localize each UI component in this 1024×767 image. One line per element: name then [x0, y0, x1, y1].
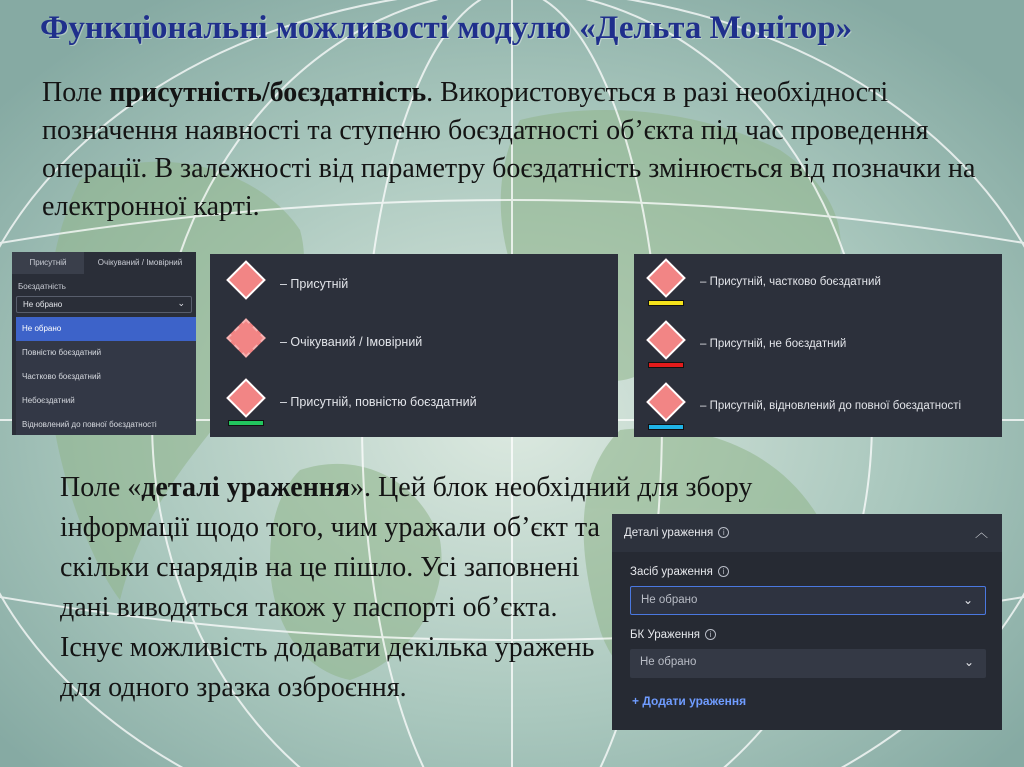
status-bar: [648, 424, 684, 430]
dashed-diamond-marker-icon: [224, 318, 268, 366]
legend-label: – Присутній, не боєздатний: [700, 338, 847, 350]
weapon-select[interactable]: [630, 586, 986, 615]
combat-readiness-select[interactable]: [16, 296, 192, 313]
ammo-select[interactable]: [630, 649, 986, 678]
details-field-name: деталі ураження: [141, 472, 351, 503]
details-body: інформації щодо того, чим уражали об’єкт та скільки снарядів на це пішло. Усі заповнені дані виводяться також у паспорті об’єкта. Існує можливість додавати декілька уражень для одного зразка озброєння.: [60, 512, 600, 703]
legend-row: [224, 378, 477, 426]
damage-details-header[interactable]: [612, 514, 1002, 552]
info-icon[interactable]: i: [705, 629, 716, 640]
info-icon[interactable]: i: [718, 566, 729, 577]
damage-details-panel: [612, 514, 1002, 730]
legend-label: – Присутній: [280, 277, 349, 291]
combat-readiness-label: Боєздатність: [18, 282, 66, 291]
status-bar: [648, 362, 684, 368]
weapon-label-text: Засіб ураження: [630, 566, 713, 578]
status-bar: [228, 420, 264, 426]
presence-body: . Використовується в разі необхідності позначення наявності та ступеню боєздатності об’єкта під час проведення операції. В залежності від параметру боєздатність змінюється від позначки на електронної карті.: [42, 77, 976, 222]
legend-label: – Присутній, повністю боєздатний: [280, 395, 477, 409]
tab-present[interactable]: Присутній: [12, 252, 84, 274]
info-icon[interactable]: i: [718, 527, 729, 538]
chevron-down-icon: ⌄: [962, 593, 973, 607]
legend-row: [644, 382, 961, 430]
chevron-down-icon: ⌄: [963, 655, 974, 669]
legend-row: [224, 318, 422, 366]
legend-row: [644, 320, 846, 368]
legend-label: – Присутній, частково боєздатний: [700, 276, 881, 288]
option-partially-ready[interactable]: Частково боєздатний: [22, 372, 101, 381]
legend-label: – Очікуваний / Імовірний: [280, 335, 423, 349]
legend-row: [224, 260, 348, 308]
diamond-marker-icon: [224, 260, 268, 308]
weapon-field-label: [630, 566, 1002, 580]
ammo-select-value: Не обрано: [640, 656, 697, 668]
damage-details-title: Деталі ураження: [624, 527, 714, 539]
presence-description: [42, 74, 1002, 226]
presence-tabs: [12, 252, 196, 276]
ammo-label-text: БК Ураження: [630, 629, 701, 641]
option-not-selected[interactable]: Не обрано: [16, 317, 196, 341]
marker-legend-panel-2: [634, 254, 1002, 437]
combat-readiness-options: [16, 317, 196, 435]
combat-readiness-dropdown-panel: [12, 252, 196, 435]
presence-field-name: присутність/боєздатність: [109, 77, 427, 108]
marker-legend-panel-1: [210, 254, 618, 437]
presence-lead: Поле: [42, 77, 110, 108]
diamond-marker-icon: [644, 258, 688, 306]
option-restored[interactable]: Відновлений до повної боєздатності: [22, 420, 157, 429]
status-bar: [648, 300, 684, 306]
diamond-marker-icon: [644, 382, 688, 430]
chevron-down-icon: ⌄: [177, 298, 185, 308]
diamond-marker-icon: [644, 320, 688, 368]
chevron-up-icon[interactable]: ︿: [974, 525, 988, 540]
legend-label: – Присутній, відновлений до повної боєздатності: [700, 400, 962, 412]
details-lead: Поле «: [60, 472, 142, 503]
diamond-marker-icon: [224, 378, 268, 426]
option-fully-ready[interactable]: Повністю боєздатний: [22, 348, 102, 357]
details-body-first: ». Цей блок необхідний для збору: [350, 472, 753, 503]
ammo-field-label: [630, 629, 1002, 643]
slide-title: Функціональні можливості модулю «Дельта Монітор»: [40, 10, 853, 46]
combat-readiness-selected-value: Не обрано: [23, 300, 63, 309]
option-not-ready[interactable]: Небоєздатний: [22, 396, 75, 405]
legend-row: [644, 258, 881, 306]
weapon-select-value: Не обрано: [641, 594, 698, 606]
add-damage-button[interactable]: + Додати ураження: [632, 694, 747, 708]
tab-expected[interactable]: Очікуваний / Імовірний: [97, 258, 183, 267]
